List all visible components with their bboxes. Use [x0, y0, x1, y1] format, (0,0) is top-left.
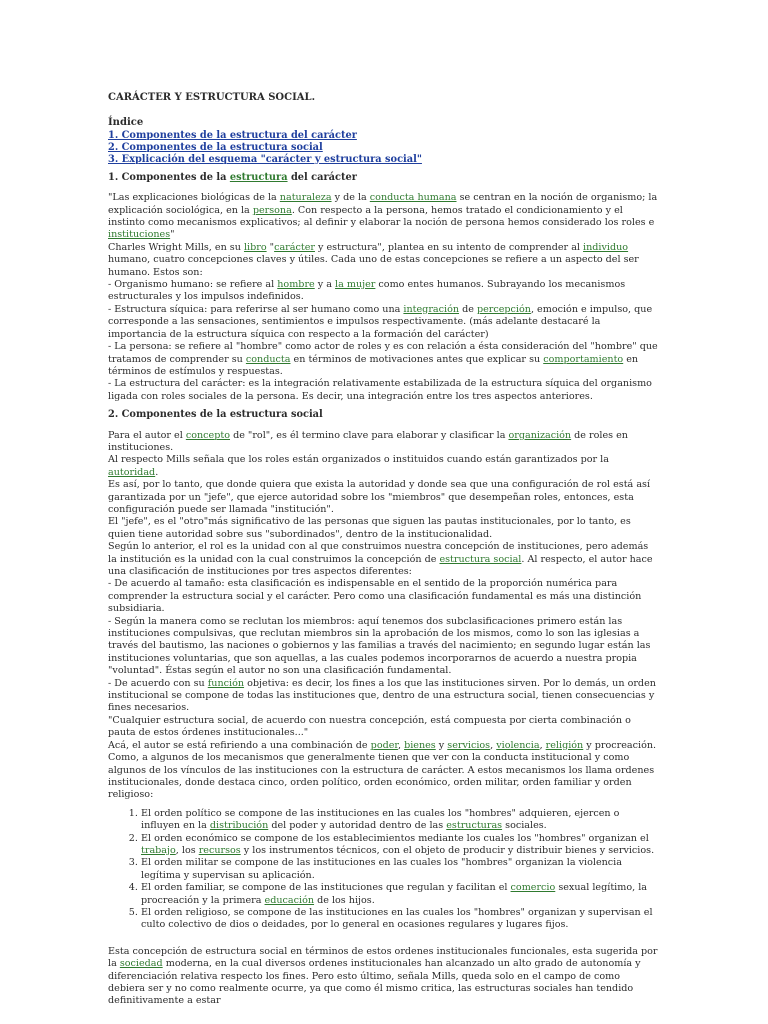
- paragraph: - Según la manera como se reclutan los miembros: aquí tenemos dos subclasificaciones primero están las instituciones compulsivas, que reclutan miembros sin la aprobación de los mismos, como lo son las iglesias a través del bautismo, las naciones o gobiernos y las familias a través del nacimiento; en segundo lugar están las instituciones voluntarias, que son aquellas, a las cuales podemos incorporarnos de acuerdo a nuestra propia "voluntad". Éstas según el autor no son una clasificación fundamental.: [108, 615, 651, 677]
- funcion-link[interactable]: función: [207, 677, 245, 689]
- religion-link[interactable]: religión: [545, 739, 584, 751]
- paragraph: Para el autor el concepto de "rol", es él termino clave para elaborar y clasificar la organización de roles en instituciones.: [108, 429, 628, 453]
- toc-link-2[interactable]: 2. Componentes de la estructura social: [108, 141, 323, 153]
- closing-paragraph: Esta concepción de estructura social en términos de estos ordenes institucionales funcionales, esta sugerida por la sociedad moderna, en la cual diversos ordenes institucionales han alcanzado un alto grado de autonomía y diferenciación relativa respecto los fines. Pero esto último, señala Mills, queda solo en el campo de como debiera ser y no como realmente ocurre, ya que como él mismo critica, las estructuras sociales han tendido definitivamente a estar: [108, 945, 658, 1007]
- percepcion-link[interactable]: percepción: [476, 303, 531, 315]
- distribucion-link[interactable]: distribución: [209, 820, 269, 832]
- paragraph: Al respecto Mills señala que los roles están organizados o instituidos cuando están garantizados por la autoridad.: [108, 454, 609, 478]
- paragraph: Según lo anterior, el rol es la unidad con al que construimos nuestra concepción de instituciones, pero además la institución es la unidad con la cual construimos la concepción de estructura social. Al respecto, el autor hace una clasificación de instituciones por tres aspectos diferentes:: [108, 541, 653, 577]
- libro-link[interactable]: libro: [243, 241, 267, 253]
- section-1-heading-post: del carácter: [287, 171, 357, 183]
- conducta-humana-link[interactable]: conducta humana: [369, 192, 457, 204]
- bienes-link[interactable]: bienes: [404, 739, 436, 751]
- list-item: 1. El orden político se compone de las instituciones en las cuales los "hombres" adquieren, ejercen o influyen en la distribución del poder y autoridad dentro de las estructuras sociales.: [141, 808, 658, 833]
- estructura-link[interactable]: estructura: [229, 171, 288, 183]
- recursos-link[interactable]: recursos: [198, 844, 241, 856]
- la-mujer-link[interactable]: la mujer: [335, 279, 376, 291]
- section-1-body: [108, 192, 658, 403]
- section-1-heading: [108, 172, 658, 184]
- naturaleza-link[interactable]: naturaleza: [279, 192, 332, 204]
- persona-link[interactable]: persona: [252, 204, 292, 216]
- paragraph: - Estructura síquica: para referirse al ser humano como una integración de percepción, emoción e impulso, que corresponde a las sensaciones, sentimientos e impulsos respectivamente. (más adelante destacaré la importancia de la estructura síquica con respecto a la formación del carácter): [108, 303, 653, 340]
- integracion-link[interactable]: integración: [403, 303, 460, 315]
- conducta-link[interactable]: conducta: [245, 353, 291, 365]
- toc-link-3[interactable]: 3. Explicación del esquema "carácter y estructura social": [108, 153, 422, 165]
- section-1-heading-pre: 1. Componentes de la: [108, 171, 230, 183]
- poder-link[interactable]: poder: [370, 739, 398, 751]
- hombre-link[interactable]: hombre: [277, 279, 315, 291]
- trabajo-link[interactable]: trabajo: [141, 844, 176, 856]
- index-heading: Índice: [108, 117, 144, 129]
- section-2-body: [108, 430, 658, 802]
- paragraph: "Las explicaciones biológicas de la naturaleza y de la conducta humana se centran en la noción de organismo; la explicación sociológica, en la persona. Con respecto a la persona, hemos tratado el condicionamiento y el instinto como mecanismos explicativos; al definir y elaborar la noción de persona hemos considerado los roles e instituciones": [108, 192, 658, 241]
- toc-link-1[interactable]: 1. Componentes de la estructura del carácter: [108, 129, 357, 141]
- instituciones-link[interactable]: instituciones: [108, 229, 171, 241]
- list-item: 2. El orden económico se compone de los establecimientos mediante los cuales los "hombres" organizan el trabajo, los recursos y los instrumentos técnicos, con el objeto de producir y distribuir bienes y servicios.: [141, 833, 658, 858]
- comportamiento-link[interactable]: comportamiento: [543, 353, 624, 365]
- caracter-link[interactable]: carácter: [274, 241, 315, 253]
- violencia-link[interactable]: violencia: [496, 739, 540, 751]
- paragraph: El "jefe", es el "otro"más significativo de las personas que siguen las pautas institucionales, por lo tanto, es quien tiene autoridad sobre sus "subordinados", dentro de la institucionalidad.: [108, 516, 631, 540]
- paragraph: - De acuerdo con su función objetiva: es decir, los fines a los que las instituciones sirven. Por lo demás, un orden institucional se compone de todas las instituciones que, dentro de una estructura social, tienen consecuencias y fines necesarios.: [108, 677, 656, 714]
- table-of-contents: [108, 117, 658, 165]
- section-2-heading: 2. Componentes de la estructura social: [108, 409, 323, 421]
- comercio-link[interactable]: comercio: [510, 882, 556, 894]
- estructuras-link[interactable]: estructuras: [446, 820, 503, 832]
- institutional-orders-list: [108, 808, 658, 932]
- list-item: 3. El orden militar se compone de las instituciones en las cuales los "hombres" organizan la violencia legítima y supervisan su aplicación.: [141, 857, 658, 882]
- paragraph: - Organismo humano: se refiere al hombre y a la mujer como entes humanos. Subrayando los mecanismos estructurales y los impulsos indefinidos.: [108, 279, 626, 303]
- paragraph: Es así, por lo tanto, que donde quiera que exista la autoridad y donde sea que una configuración de rol está así garantizada por un "jefe", que ejerce autoridad sobre los "miembros" que desempeñan roles, entonces, esta configuración puede ser llamada "institución".: [108, 479, 651, 515]
- autoridad-link[interactable]: autoridad: [108, 466, 156, 478]
- organizacion-link[interactable]: organización: [508, 429, 572, 441]
- paragraph: Charles Wright Mills, en su libro "carácter y estructura", plantea en su intento de comprender al individuo humano, cuatro concepciones claves y útiles. Cada uno de estas concepciones se refiere a un aspecto del ser humano. Estos son:: [108, 241, 639, 278]
- paragraph: - La persona: se refiere al "hombre" como actor de roles y es con relación a ésta consideración del "hombre" que tratamos de comprender su conducta en términos de motivaciones antes que explicar su comportamiento en términos de estímulos y respuestas.: [108, 341, 658, 377]
- paragraph: "Cualquier estructura social, de acuerdo con nuestra concepción, está compuesta por cierta combinación o pauta de estos órdenes institucionales...": [108, 714, 631, 739]
- document-title: CARÁCTER Y ESTRUCTURA SOCIAL.: [108, 92, 316, 103]
- list-item: 4. El orden familiar, se compone de las instituciones que regulan y facilitan el comercio sexual legítimo, la procreación y la primera educación de los hijos.: [141, 882, 658, 907]
- paragraph: - La estructura del carácter: es la integración relativamente estabilizada de la estructura síquica del organismo ligada con roles sociales de la persona. Es decir, una integración entre los tres aspectos anteriores.: [108, 378, 652, 402]
- concepto-link[interactable]: concepto: [185, 429, 231, 441]
- list-item: 5. El orden religioso, se compone de las instituciones en las cuales los "hombres" organizan y supervisan el culto colectivo de dios o deidades, por lo general en ocasiones regulares y lugares fijos.: [141, 907, 658, 932]
- document-page: [108, 92, 658, 1008]
- paragraph: Acá, el autor se está refiriendo a una combinación de poder, bienes y servicios, violencia, religión y procreación. Como, a algunos de los mecanismos que generalmente tienen que ver con la conducta institucional y como algunos de los vínculos de las instituciones con la estructura de carácter. A estos mecanismos los llama ordenes institucionales, donde destaca cinco, orden político, orden económico, orden militar, orden familiar y orden religioso:: [108, 739, 657, 801]
- sociedad-link[interactable]: sociedad: [119, 958, 163, 970]
- educacion-link[interactable]: educación: [264, 894, 315, 906]
- servicios-link[interactable]: servicios: [447, 739, 491, 751]
- individuo-link[interactable]: individuo: [583, 241, 629, 253]
- paragraph: - De acuerdo al tamaño: esta clasificación es indispensable en el sentido de la proporción numérica para comprender la estructura social y el carácter. Pero como una clasificación fundamental es más una distinción subsidiaria.: [108, 578, 642, 615]
- estructura-social-link[interactable]: estructura social: [439, 553, 522, 565]
